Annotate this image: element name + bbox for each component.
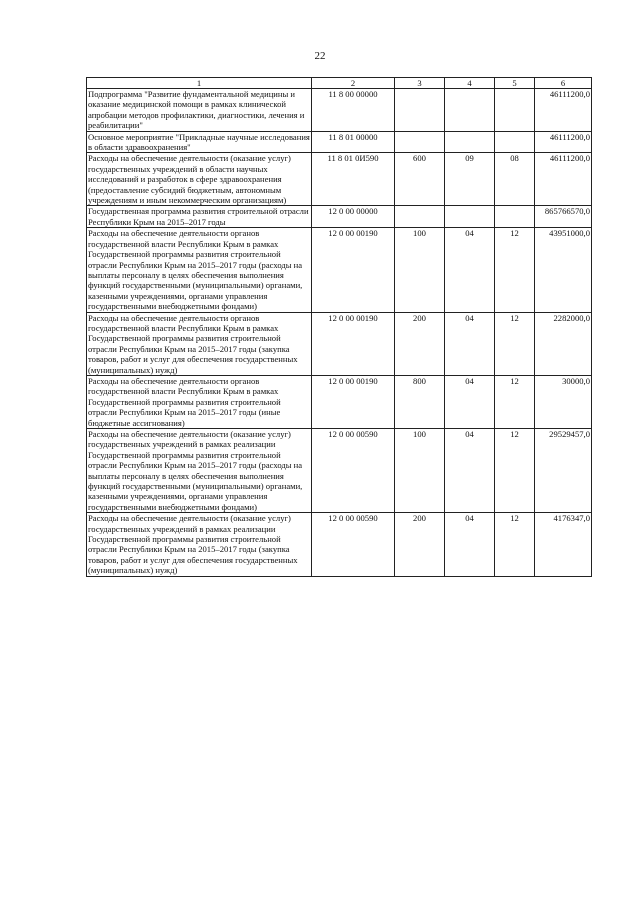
row-col5: 12: [495, 429, 535, 513]
row-col3: 800: [395, 375, 445, 428]
row-col4: 09: [445, 153, 495, 206]
header-col-1: 1: [87, 78, 312, 89]
row-code: 11 8 01 00000: [312, 131, 395, 153]
row-col5: 12: [495, 513, 535, 576]
header-col-2: 2: [312, 78, 395, 89]
row-name: Расходы на обеспечение деятельности органов государственной власти Республики Крым в рамках Государственной программы развития строительной отрасли Республики Крым на 2015–2017 годы (иные бюджетные ассигнования): [87, 375, 312, 428]
row-col5: 08: [495, 153, 535, 206]
table-row: [87, 228, 592, 312]
row-col4: 04: [445, 375, 495, 428]
row-col5: [495, 131, 535, 153]
header-col-6: 6: [535, 78, 592, 89]
row-code: 11 8 01 0И590: [312, 153, 395, 206]
row-amount: 46111200,0: [535, 131, 592, 153]
header-col-3: 3: [395, 78, 445, 89]
row-amount: 46111200,0: [535, 153, 592, 206]
row-col4: 04: [445, 312, 495, 375]
row-amount: 2282000,0: [535, 312, 592, 375]
table-row: [87, 429, 592, 513]
row-code: 11 8 00 00000: [312, 89, 395, 132]
row-code: 12 0 00 00190: [312, 375, 395, 428]
table-row: [87, 375, 592, 428]
row-name: Расходы на обеспечение деятельности (оказание услуг) государственных учреждений в рамках реализации Государственной программы развития строительной отрасли Республики Крым на 2015–2017 годы (расходы на выплаты персоналу в целях обеспечения выполнения функций государственными (муниципальными) органами, казенными учреждениями, органами управления государственными внебюджетными фондами): [87, 429, 312, 513]
row-col3: 200: [395, 312, 445, 375]
row-name: Расходы на обеспечение деятельности органов государственной власти Республики Крым в рамках Государственной программы развития строительной отрасли Республики Крым на 2015–2017 годы (закупка товаров, работ и услуг для обеспечения государственных (муниципальных) нужд): [87, 312, 312, 375]
row-amount: 865766570,0: [535, 206, 592, 228]
row-col3: [395, 206, 445, 228]
row-col4: 04: [445, 513, 495, 576]
table-row: [87, 513, 592, 576]
row-col4: 04: [445, 429, 495, 513]
row-col4: [445, 89, 495, 132]
row-amount: 43951000,0: [535, 228, 592, 312]
row-code: 12 0 00 00190: [312, 312, 395, 375]
row-amount: 30000,0: [535, 375, 592, 428]
page-number: 22: [314, 50, 326, 62]
row-col5: 12: [495, 375, 535, 428]
header-col-4: 4: [445, 78, 495, 89]
row-name: Расходы на обеспечение деятельности (оказание услуг) государственных учреждений в рамках реализации Государственной программы развития строительной отрасли Республики Крым на 2015–2017 годы (закупка товаров, работ и услуг для обеспечения государственных (муниципальных) нужд): [87, 513, 312, 576]
row-amount: 29529457,0: [535, 429, 592, 513]
row-col3: [395, 131, 445, 153]
row-col5: 12: [495, 312, 535, 375]
row-amount: 46111200,0: [535, 89, 592, 132]
row-col5: 12: [495, 228, 535, 312]
row-col3: [395, 89, 445, 132]
row-col5: [495, 89, 535, 132]
table-row: [87, 206, 592, 228]
row-col3: 100: [395, 228, 445, 312]
row-col4: [445, 131, 495, 153]
table-row: [87, 153, 592, 206]
row-amount: 4176347,0: [535, 513, 592, 576]
table-row: [87, 312, 592, 375]
row-col3: 100: [395, 429, 445, 513]
table-row: [87, 131, 592, 153]
row-name: Основное мероприятие "Прикладные научные исследования в области здравоохранения": [88, 131, 310, 153]
row-col3: 200: [395, 513, 445, 576]
row-code: 12 0 00 00190: [312, 228, 395, 312]
budget-table: [86, 77, 592, 577]
row-col4: 04: [445, 228, 495, 312]
row-code: 12 0 00 00590: [312, 429, 395, 513]
header-row: [87, 78, 592, 89]
row-col5: [495, 206, 535, 228]
row-col4: [445, 206, 495, 228]
header-col-5: 5: [495, 78, 535, 89]
row-col3: 600: [395, 153, 445, 206]
row-name: Государственная программа развития строительной отрасли Республики Крым на 2015–2017 годы: [87, 206, 312, 228]
row-name: Расходы на обеспечение деятельности органов государственной власти Республики Крым в рамках Государственной программы развития строительной отрасли Республики Крым на 2015–2017 годы (расходы на выплаты персоналу в целях обеспечения выполнения функций государственными (муниципальными) органами, казенными учреждениями, органами управления государственными внебюджетными фондами): [87, 228, 312, 312]
row-name: Расходы на обеспечение деятельности (оказание услуг) государственных учреждений в области научных исследований и разработок в сфере здравоохранения (предоставление субсидий бюджетным, автономным учреждениям и иным некоммерческим организациям): [87, 153, 312, 206]
table-row: [87, 89, 592, 132]
row-code: 12 0 00 00590: [312, 513, 395, 576]
row-name: Подпрограмма "Развитие фундаментальной медицины и оказание медицинской помощи в рамках клинической апробации методов профилактики, диагностики, лечения и реабилитации": [87, 89, 312, 132]
row-code: 12 0 00 00000: [312, 206, 395, 228]
